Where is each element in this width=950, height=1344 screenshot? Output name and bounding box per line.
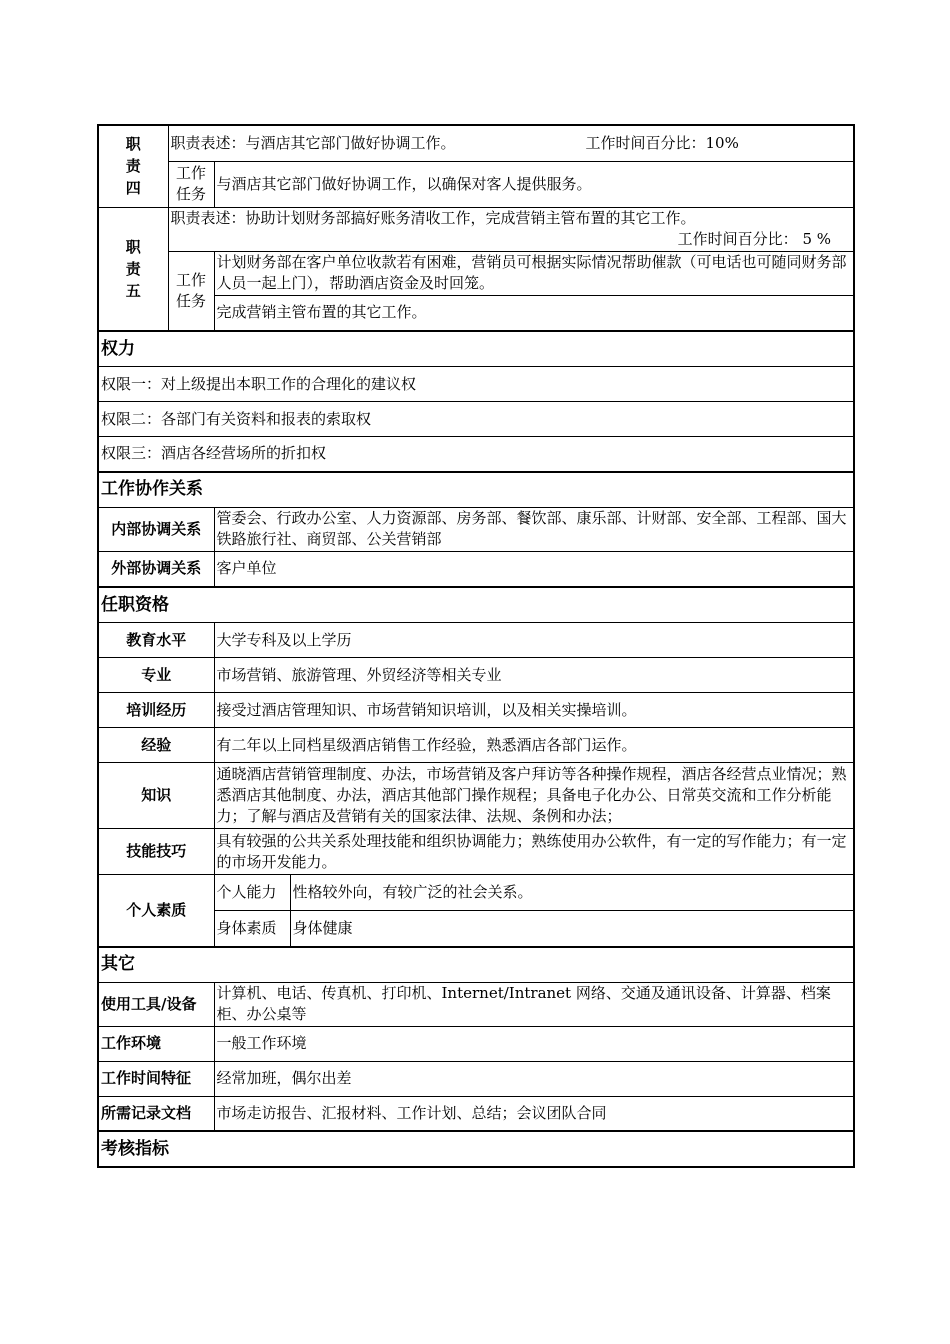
environment-value: 一般工作环境 bbox=[214, 1026, 854, 1061]
external-relations-value: 客户单位 bbox=[214, 551, 854, 587]
duty4-label: 职 责 四 bbox=[98, 125, 168, 207]
duty5-task-label: 工作 任务 bbox=[168, 251, 214, 331]
section-authority-title: 权力 bbox=[98, 331, 854, 367]
ability-value: 性格较外向，有较广泛的社会关系。 bbox=[290, 875, 854, 911]
major-label: 专业 bbox=[98, 658, 214, 693]
section-assessment-title: 考核指标 bbox=[98, 1131, 854, 1167]
duty5-label: 职 责 五 bbox=[98, 207, 168, 331]
experience-label: 经验 bbox=[98, 728, 214, 763]
records-value: 市场走访报告、汇报材料、工作计划、总结；会议团队合同 bbox=[214, 1096, 854, 1131]
training-label: 培训经历 bbox=[98, 693, 214, 728]
health-label: 身体素质 bbox=[214, 911, 290, 947]
personal-quality-label: 个人素质 bbox=[98, 875, 214, 947]
education-label: 教育水平 bbox=[98, 623, 214, 658]
authority-item-3: 权限三：酒店各经营场所的折扣权 bbox=[98, 437, 854, 472]
ability-label: 个人能力 bbox=[214, 875, 290, 911]
duty5-description-row bbox=[168, 207, 854, 251]
education-value: 大学专科及以上学历 bbox=[214, 623, 854, 658]
health-value: 身体健康 bbox=[290, 911, 854, 947]
duty4-time-percent: 工作时间百分比：10% bbox=[585, 133, 739, 152]
work-time-label: 工作时间特征 bbox=[98, 1061, 214, 1096]
authority-item-2: 权限二：各部门有关资料和报表的索取权 bbox=[98, 402, 854, 437]
duty5-time-percent: 工作时间百分比： 5 % bbox=[677, 230, 832, 248]
internal-relations-label: 内部协调关系 bbox=[98, 507, 214, 551]
environment-label: 工作环境 bbox=[98, 1026, 214, 1061]
authority-item-1: 权限一：对上级提出本职工作的合理化的建议权 bbox=[98, 367, 854, 402]
duty5-task-2: 完成营销主管布置的其它工作。 bbox=[214, 295, 854, 331]
external-relations-label: 外部协调关系 bbox=[98, 551, 214, 587]
records-label: 所需记录文档 bbox=[98, 1096, 214, 1131]
work-time-value: 经常加班，偶尔出差 bbox=[214, 1061, 854, 1096]
major-value: 市场营销、旅游管理、外贸经济等相关专业 bbox=[214, 658, 854, 693]
section-relations-title: 工作协作关系 bbox=[98, 472, 854, 508]
knowledge-value: 通晓酒店营销管理制度、办法，市场营销及客户拜访等各种操作规程，酒店各经营点业情况；熟悉酒店其他制度、办法，酒店其他部门操作规程；具备电子化办公、日常英交流和工作分析能力；了解与酒店及营销有关的国家法律、法规、条例和办法； bbox=[214, 763, 854, 829]
tools-value: 计算机、电话、传真机、打印机、Internet/Intranet 网络、交通及通讯设备、计算器、档案柜、办公桌等 bbox=[214, 982, 854, 1026]
job-description-page bbox=[97, 124, 853, 1168]
duty5-task-1: 计划财务部在客户单位收款若有困难，营销员可根据实际情况帮助催款（可电话也可随同财务部人员一起上门），帮助酒店资金及时回笼。 bbox=[214, 251, 854, 295]
section-other-title: 其它 bbox=[98, 947, 854, 983]
skills-value: 具有较强的公共关系处理技能和组织协调能力；熟练使用办公软件，有一定的写作能力；有一定的市场开发能力。 bbox=[214, 829, 854, 875]
duty4-description: 职责表述：与酒店其它部门做好协调工作。 bbox=[170, 133, 456, 152]
internal-relations-value: 管委会、行政办公室、人力资源部、房务部、餐饮部、康乐部、计财部、安全部、工程部、国大铁路旅行社、商贸部、公关营销部 bbox=[214, 507, 854, 551]
experience-value: 有二年以上同档星级酒店销售工作经验，熟悉酒店各部门运作。 bbox=[214, 728, 854, 763]
duty4-task-label: 工作 任务 bbox=[168, 161, 214, 207]
section-qualifications-title: 任职资格 bbox=[98, 587, 854, 623]
duty4-description-row bbox=[168, 125, 854, 161]
knowledge-label: 知识 bbox=[98, 763, 214, 829]
training-value: 接受过酒店管理知识、市场营销知识培训，以及相关实操培训。 bbox=[214, 693, 854, 728]
tools-label: 使用工具/设备 bbox=[98, 982, 214, 1026]
skills-label: 技能技巧 bbox=[98, 829, 214, 875]
duty5-description: 职责表述：协助计划财务部搞好账务清收工作，完成营销主管布置的其它工作。 bbox=[170, 209, 696, 227]
duty4-task: 与酒店其它部门做好协调工作，以确保对客人提供服务。 bbox=[214, 161, 854, 207]
job-description-table bbox=[97, 124, 855, 1168]
